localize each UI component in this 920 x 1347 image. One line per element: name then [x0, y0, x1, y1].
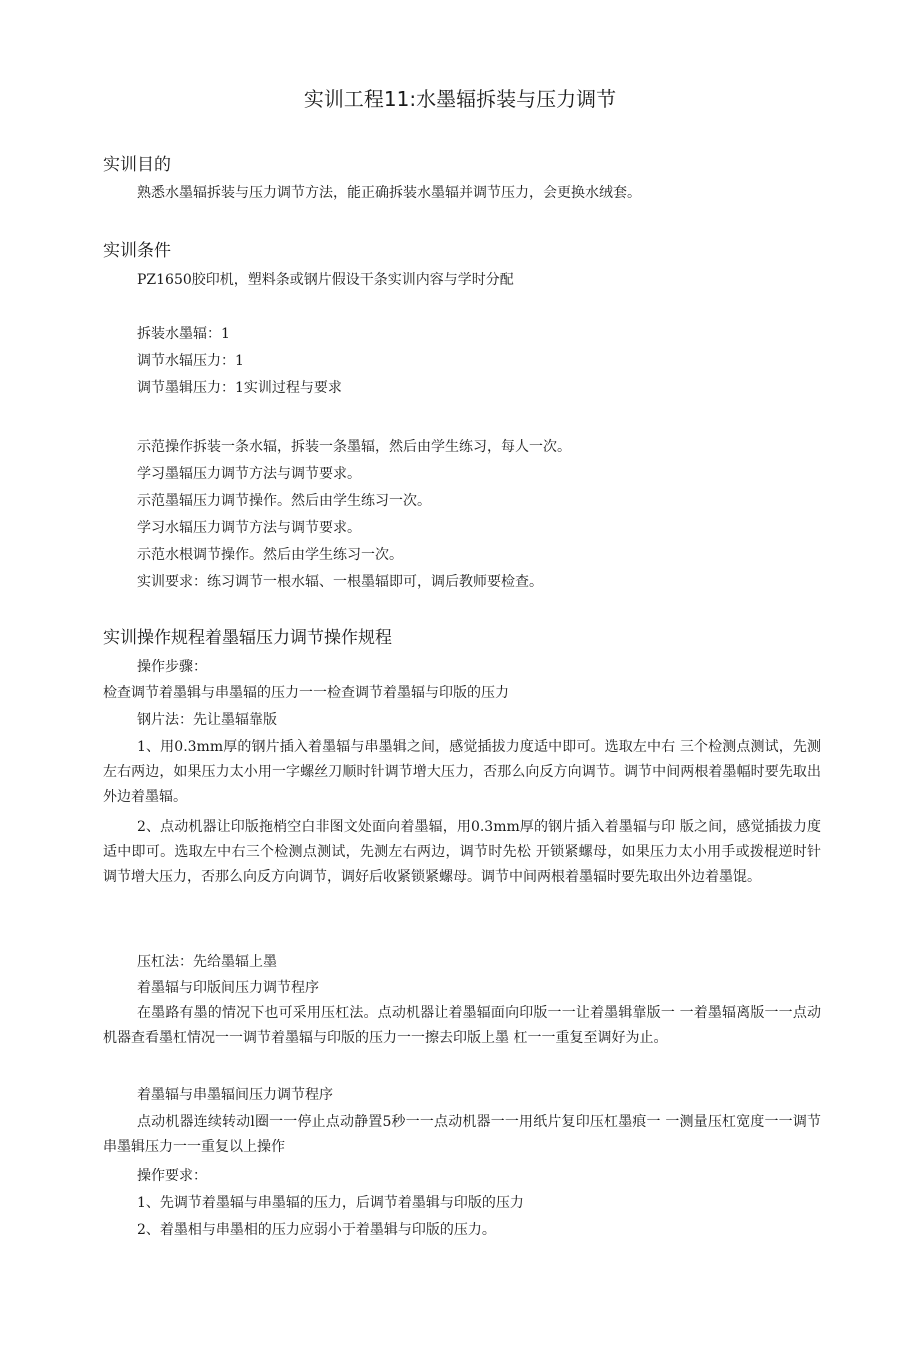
- hours-item: 调节水辐压力：1: [137, 353, 244, 369]
- roller-procedure-title: 着墨辐与串墨辐间压力调节程序: [137, 1087, 333, 1103]
- bar-method-title: 压杠法：先给墨辐上墨: [137, 954, 277, 970]
- plate-procedure-text: 在墨路有墨的情况下也可采用压杠法。点动机器让着墨辐面向印版一一让着墨辑靠版一 一着墨辐离版一一点动机器查看墨杠情况一一调节着墨辐与印版的压力一一擦去印版上墨 杠一一重复至调好为止。: [103, 1005, 821, 1046]
- steel-method-paragraph-1: 1、用0.3mm厚的钢片插入着墨辐与串墨辑之间，感觉插拔力度适中即可。选取左中右 三个检测点测试，先测左右两边，如果压力太小用一字螺丝刀顺时针调节增大压力，否那么向反方向调节。调节中间两根着墨幅时要先取出外边着墨辐。: [103, 739, 821, 805]
- section-heading-objective: 实训目的: [103, 155, 171, 175]
- process-step: 学习水辐压力调节方法与调节要求。: [137, 520, 361, 536]
- operation-steps-label: 操作步骤：: [137, 659, 207, 675]
- requirement-item: 2、着墨相与串墨相的压力应弱小于着墨辑与印版的压力。: [137, 1222, 496, 1238]
- steel-method-title: 钢片法：先让墨辐靠版: [137, 712, 277, 728]
- requirements-label: 操作要求：: [137, 1168, 207, 1184]
- section-heading-procedures: 实训操作规程着墨辐压力调节操作规程: [103, 628, 392, 648]
- hours-item: 拆装水墨辐：1: [137, 326, 230, 342]
- process-step: 示范水根调节操作。然后由学生练习一次。: [137, 547, 403, 563]
- process-step: 示范操作拆装一条水辐，拆装一条墨辐，然后由学生练习，每人一次。: [137, 439, 571, 455]
- plate-procedure-title: 着墨辐与印版间压力调节程序: [137, 980, 319, 996]
- check-line: 检查调节着墨辑与串墨辐的压力一一检查调节着墨辐与印版的压力: [103, 685, 509, 701]
- page-title: 实训工程11:水墨辐拆装与压力调节: [303, 87, 617, 111]
- process-step: 实训要求：练习调节一根水辐、一根墨辐即可，调后教师要检查。: [137, 574, 543, 590]
- process-step: 示范墨辐压力调节操作。然后由学生练习一次。: [137, 493, 431, 509]
- equipment-text: PZ1650胶印机，塑料条或钢片假设干条实训内容与学时分配: [137, 272, 514, 288]
- section-heading-conditions: 实训条件: [103, 241, 171, 261]
- process-step: 学习墨辐压力调节方法与调节要求。: [137, 466, 361, 482]
- steel-method-paragraph-2: 2、点动机器让印版拖梢空白非图文处面向着墨辐，用0.3mm厚的钢片插入着墨辐与印 版之间，感觉插拔力度适中即可。选取左中右三个检测点测试，先测左右两边，调节时先松 开锁紧螺母，如果压力太小用手或拨棍逆时针调节增大压力，否那么向反方向调节，调好后收紧锁紧螺母。调节中间两根着墨辐时要先取出外边着墨馄。: [103, 819, 821, 885]
- roller-procedure-text: 点动机器连续转动l圈一一停止点动静置5秒一一点动机器一一用纸片复印压杠墨痕一 一测量压杠宽度一一调节串墨辑压力一一重复以上操作: [103, 1114, 821, 1155]
- objective-text: 熟悉水墨辐拆装与压力调节方法，能正确拆装水墨辐并调节压力，会更换水绒套。: [137, 185, 641, 201]
- requirement-item: 1、先调节着墨辐与串墨辐的压力，后调节着墨辑与印版的压力: [137, 1195, 524, 1211]
- hours-item: 调节墨辑压力：1实训过程与要求: [137, 380, 342, 396]
